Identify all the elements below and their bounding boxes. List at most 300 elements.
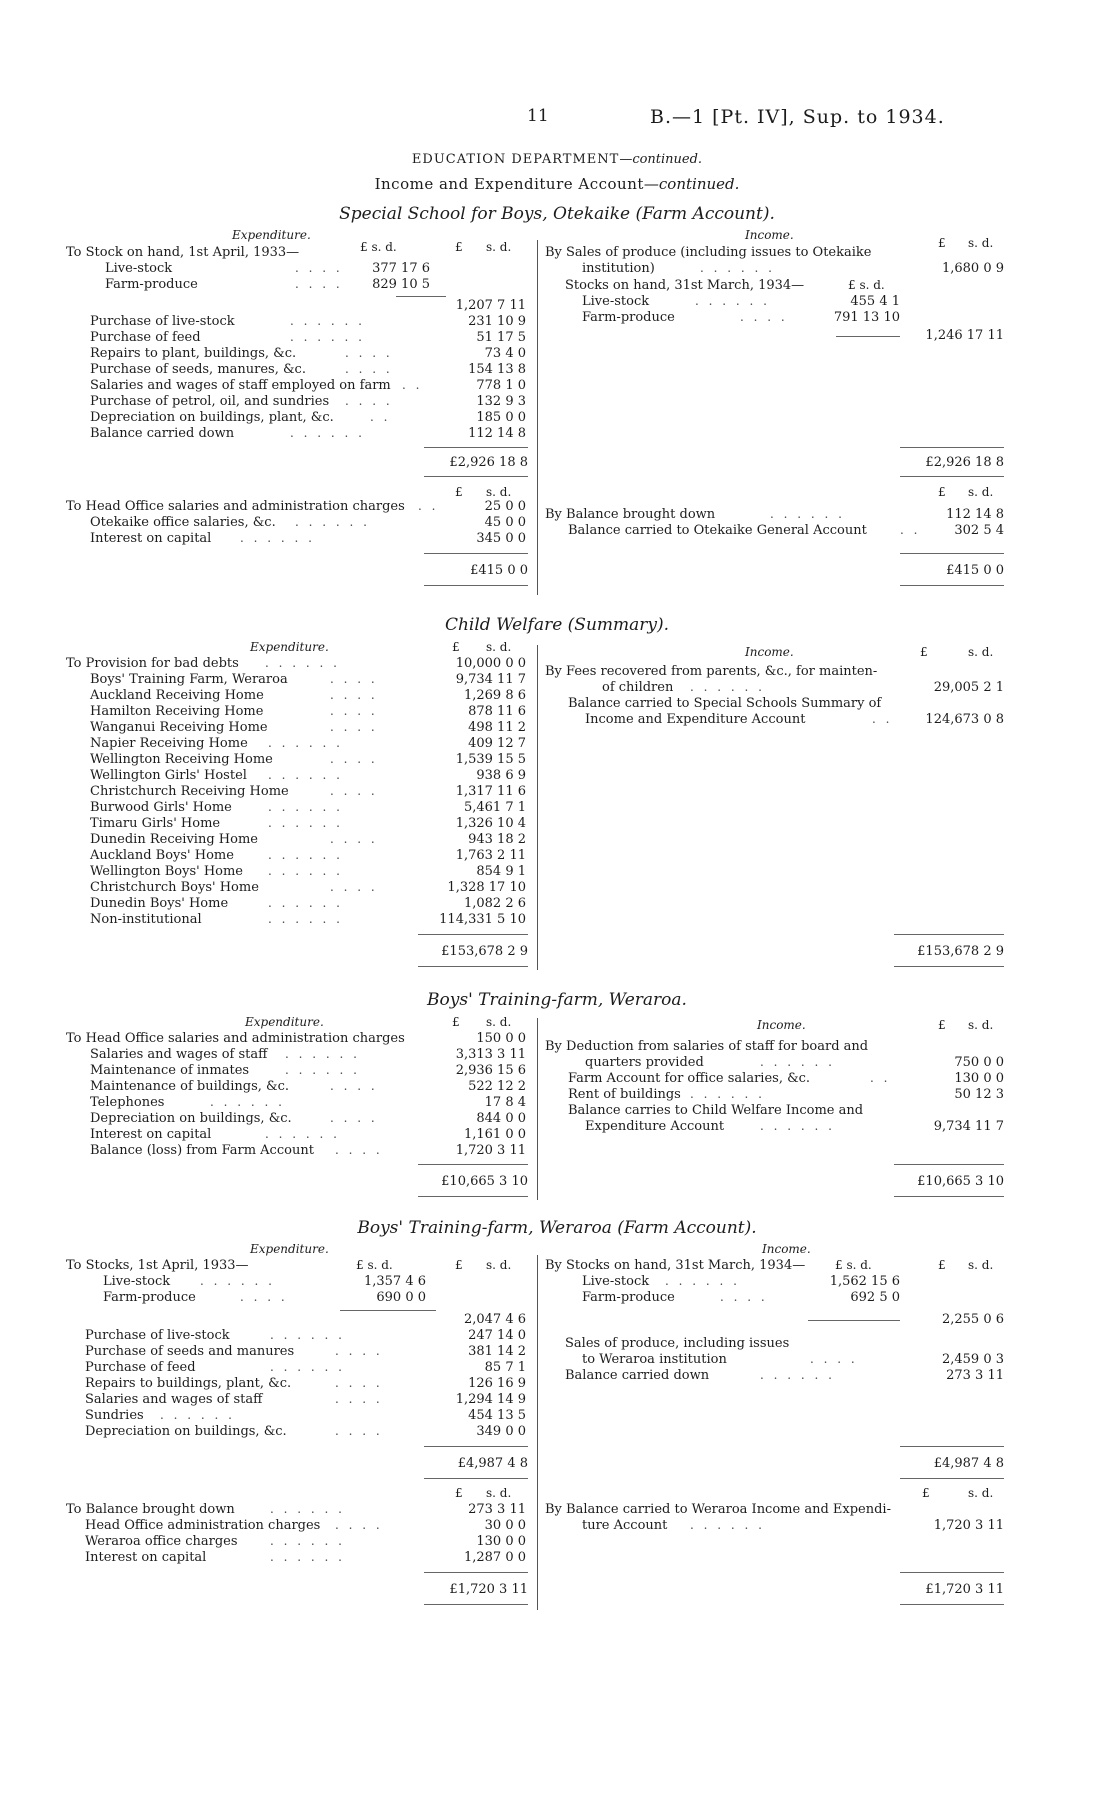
currency-heading: s. d. — [486, 240, 512, 254]
leader-dots: . . . . . . — [268, 736, 343, 750]
leader-dots: . . . . . . — [268, 800, 343, 814]
ledger-line: Stocks on hand, 31st March, 1934— — [565, 278, 805, 293]
leader-dots: . . . . . . — [270, 1534, 345, 1548]
leader-dots: . . . . . . — [690, 1087, 765, 1101]
amount: 30 0 0 — [484, 1518, 526, 1533]
amount: 2,047 4 6 — [463, 1312, 526, 1327]
amount: 51 17 5 — [476, 330, 526, 345]
amount: 2,255 0 6 — [941, 1312, 1004, 1327]
ledger-line: Christchurch Receiving Home — [90, 784, 289, 799]
ledger-line: institution) — [582, 261, 655, 276]
leader-dots: . . . . — [335, 1392, 383, 1406]
amount: 943 18 2 — [468, 832, 526, 847]
income-heading: Income. — [762, 1242, 811, 1256]
page-number: 11 — [527, 106, 549, 126]
amount: 750 0 0 — [954, 1055, 1004, 1070]
currency-heading: £ — [452, 1015, 460, 1029]
page-header — [0, 106, 1114, 128]
ledger-line: By Sales of produce (including issues to Otekaike — [545, 245, 872, 260]
total-amount: £415 0 0 — [946, 563, 1004, 578]
currency-heading: £ — [455, 240, 463, 254]
leader-dots: . . . . . . — [285, 1047, 360, 1061]
ledger-line: Interest on capital — [90, 531, 212, 546]
currency-heading: £ — [938, 236, 946, 250]
ledger-line: Wanganui Receiving Home — [90, 720, 268, 735]
leader-dots: . . . . . . — [268, 896, 343, 910]
amount: 29,005 2 1 — [933, 680, 1004, 695]
amount: 45 0 0 — [484, 515, 526, 530]
sub-amount: 791 13 10 — [833, 310, 900, 325]
leader-dots: . . . . . . — [265, 1127, 340, 1141]
total-rule — [418, 1164, 528, 1165]
ledger-line: ture Account — [582, 1518, 668, 1533]
ledger-line: Salaries and wages of staff — [85, 1392, 263, 1407]
amount: 25 0 0 — [484, 499, 526, 514]
total-rule — [894, 934, 1004, 935]
sub-amount: 829 10 5 — [372, 277, 430, 292]
ledger-line: Sundries — [85, 1408, 144, 1423]
ledger-line: To Stocks, 1st April, 1933— — [66, 1258, 249, 1273]
currency-heading: s. d. — [968, 1258, 994, 1272]
leader-dots: . . . . — [335, 1518, 383, 1532]
amount: 349 0 0 — [476, 1424, 526, 1439]
ledger-line: Sales of produce, including issues — [565, 1336, 790, 1351]
amount: 1,763 2 11 — [455, 848, 526, 863]
amount: 938 6 9 — [476, 768, 526, 783]
income-heading: Income. — [757, 1018, 806, 1032]
total-rule — [900, 553, 1004, 554]
total-amount: £415 0 0 — [470, 563, 528, 578]
leader-dots: . . . . . . — [295, 515, 370, 529]
amount: 124,673 0 8 — [925, 712, 1004, 727]
currency-heading: £ — [452, 640, 460, 654]
total-rule — [424, 585, 528, 586]
leader-dots: . . . . . . — [270, 1550, 345, 1564]
total-rule — [424, 447, 528, 448]
total-rule — [900, 1478, 1004, 1479]
ledger-line: Repairs to buildings, plant, &c. — [85, 1376, 292, 1391]
total-rule — [424, 1604, 528, 1605]
leader-dots: . . . . . . — [268, 912, 343, 926]
page-reference: B.—1 [Pt. IV], Sup. to 1934. — [650, 106, 945, 128]
column-divider — [537, 1018, 538, 1200]
ledger-line: Farm-produce — [103, 1290, 196, 1305]
ledger-line: Balance carries to Child Welfare Income and — [568, 1103, 864, 1118]
total-amount: £2,926 18 8 — [449, 455, 528, 470]
ledger-line: Live-stock — [103, 1274, 171, 1289]
leader-dots: . . . . — [335, 1376, 383, 1390]
leader-dots: . . . . — [810, 1352, 858, 1366]
ledger-line: By Balance carried to Weraroa Income and Expendi- — [545, 1502, 891, 1517]
leader-dots: . . . . — [345, 394, 393, 408]
total-rule — [894, 1164, 1004, 1165]
amount: 112 14 8 — [946, 507, 1004, 522]
amount: 10,000 0 0 — [455, 656, 526, 671]
currency-heading: s. d. — [968, 236, 994, 250]
ledger-line: Depreciation on buildings, plant, &c. — [90, 410, 334, 425]
total-amount: £1,720 3 11 — [449, 1582, 528, 1597]
currency-heading: £ — [920, 645, 928, 659]
leader-dots: . . . . . . — [160, 1408, 235, 1422]
leader-dots: . . . . — [720, 1290, 768, 1304]
ledger-line: To Provision for bad debts — [66, 656, 239, 671]
amount: 126 16 9 — [468, 1376, 526, 1391]
currency-heading: £ — [922, 1486, 930, 1500]
total-rule — [418, 934, 528, 935]
ledger-line: of children — [602, 680, 674, 695]
section-title: Boys' Training-farm, Weraroa (Farm Account). — [357, 1218, 757, 1238]
ledger-line: Balance carried to Otekaike General Account — [568, 523, 867, 538]
amount: 778 1 0 — [476, 378, 526, 393]
currency-heading: s. d. — [486, 1486, 512, 1500]
ledger-line: Live-stock — [105, 261, 173, 276]
leader-dots: . . . . — [295, 277, 343, 291]
currency-heading: £ — [938, 1018, 946, 1032]
leader-dots: . . . . . . — [290, 330, 365, 344]
leader-dots: . . . . . . — [290, 314, 365, 328]
amount: 2,936 15 6 — [455, 1063, 526, 1078]
section-title: Boys' Training-farm, Weraroa. — [427, 990, 687, 1010]
currency-heading: s. d. — [486, 485, 512, 499]
column-divider — [537, 1255, 538, 1610]
ledger-line: Telephones — [90, 1095, 165, 1110]
leader-dots: . . . . . . — [268, 864, 343, 878]
ledger-line: Maintenance of buildings, &c. — [90, 1079, 289, 1094]
ledger-line: To Stock on hand, 1st April, 1933— — [66, 245, 300, 260]
ledger-line: Farm Account for office salaries, &c. — [568, 1071, 811, 1086]
amount: 50 12 3 — [954, 1087, 1004, 1102]
amount: 1,539 15 5 — [455, 752, 526, 767]
ledger-line: Dunedin Receiving Home — [90, 832, 258, 847]
total-rule — [424, 476, 528, 477]
total-rule — [894, 1196, 1004, 1197]
total-amount: £4,987 4 8 — [457, 1456, 528, 1471]
currency-heading: £ — [455, 485, 463, 499]
ledger-line: Depreciation on buildings, &c. — [90, 1111, 292, 1126]
sub-amount: 377 17 6 — [372, 261, 430, 276]
ledger-line: Wellington Receiving Home — [90, 752, 273, 767]
ledger-line: Maintenance of inmates — [90, 1063, 250, 1078]
leader-dots: . . . . . . — [270, 1502, 345, 1516]
leader-dots: . . — [900, 523, 921, 537]
leader-dots: . . . . . . — [268, 768, 343, 782]
ledger-line: Burwood Girls' Home — [90, 800, 232, 815]
amount: 114,331 5 10 — [439, 912, 526, 927]
ledger-line: Weraroa office charges — [85, 1534, 238, 1549]
amount: 345 0 0 — [476, 531, 526, 546]
leader-dots: . . . . . . — [760, 1119, 835, 1133]
ledger-line: Wellington Boys' Home — [90, 864, 244, 879]
total-rule — [424, 1478, 528, 1479]
currency-heading: s. d. — [968, 645, 994, 659]
leader-dots: . . . . . . — [268, 848, 343, 862]
leader-dots: . . . . . . — [760, 1368, 835, 1382]
amount: 844 0 0 — [476, 1111, 526, 1126]
leader-dots: . . . . . . — [665, 1274, 740, 1288]
leader-dots: . . . . — [330, 1079, 378, 1093]
leader-dots: . . . . . . — [268, 816, 343, 830]
total-amount: £1,720 3 11 — [925, 1582, 1004, 1597]
leader-dots: . . — [872, 712, 893, 726]
amount: 85 7 1 — [484, 1360, 526, 1375]
leader-dots: . . . . — [345, 346, 393, 360]
ledger-line: Christchurch Boys' Home — [90, 880, 259, 895]
total-rule — [900, 447, 1004, 448]
leader-dots: . . . . . . — [240, 531, 315, 545]
amount: 231 10 9 — [468, 314, 526, 329]
ledger-line: Purchase of seeds and manures — [85, 1344, 295, 1359]
leader-dots: . . . . . . — [290, 426, 365, 440]
leader-dots: . . . . — [740, 310, 788, 324]
leader-dots: . . . . . . — [210, 1095, 285, 1109]
leader-dots: . . . . — [335, 1143, 383, 1157]
leader-dots: . . . . . . — [200, 1274, 275, 1288]
amount: 1,287 0 0 — [463, 1550, 526, 1565]
amount: 302 5 4 — [954, 523, 1004, 538]
ledger-line: to Weraroa institution — [582, 1352, 727, 1367]
ledger-line: To Head Office salaries and administration charges — [66, 1031, 405, 1046]
total-rule — [424, 553, 528, 554]
leader-dots: . . . . — [330, 720, 378, 734]
ledger-line: Purchase of petrol, oil, and sundries — [90, 394, 330, 409]
currency-heading: s. d. — [968, 1486, 994, 1500]
leader-dots: . . . . — [330, 704, 378, 718]
column-divider — [537, 645, 538, 970]
sub-amount: 1,562 15 6 — [829, 1274, 900, 1289]
ledger-line: Auckland Receiving Home — [90, 688, 264, 703]
expenditure-heading: Expenditure. — [250, 640, 329, 654]
amount: 1,328 17 10 — [447, 880, 526, 895]
total-rule — [894, 966, 1004, 967]
amount: 522 12 2 — [468, 1079, 526, 1094]
amount: 150 0 0 — [476, 1031, 526, 1046]
income-heading: Income. — [745, 645, 794, 659]
department-heading: EDUCATION DEPARTMENT—continued. — [411, 152, 703, 167]
sub-amount: 690 0 0 — [376, 1290, 426, 1305]
amount: 9,734 11 7 — [933, 1119, 1004, 1134]
amount: 130 0 0 — [476, 1534, 526, 1549]
ledger-line: Purchase of feed — [85, 1360, 196, 1375]
leader-dots: . . — [402, 378, 423, 392]
ledger-line: Salaries and wages of staff employed on farm — [90, 378, 391, 393]
leader-dots: . . . . — [330, 672, 378, 686]
amount: 409 12 7 — [468, 736, 526, 751]
subtotal-rule — [396, 296, 446, 297]
leader-dots: . . . . . . — [700, 261, 775, 275]
leader-dots: . . . . . . — [770, 507, 845, 521]
total-amount: £153,678 2 9 — [441, 944, 528, 959]
ledger-line: Balance carried down — [565, 1368, 710, 1383]
ledger-line: Live-stock — [582, 294, 650, 309]
ledger-line: Rent of buildings — [568, 1087, 681, 1102]
ledger-line: Interest on capital — [90, 1127, 212, 1142]
leader-dots: . . . . . . — [690, 1518, 765, 1532]
subtotal-rule — [340, 1310, 436, 1311]
ledger-line: Farm-produce — [582, 310, 675, 325]
amount: 1,207 7 11 — [455, 298, 526, 313]
leader-dots: . . — [418, 499, 439, 513]
leader-dots: . . . . — [295, 261, 343, 275]
amount: 9,734 11 7 — [455, 672, 526, 687]
total-amount: £4,987 4 8 — [933, 1456, 1004, 1471]
ledger-line: Non-institutional — [90, 912, 202, 927]
ledger-line: Repairs to plant, buildings, &c. — [90, 346, 297, 361]
leader-dots: . . . . — [335, 1424, 383, 1438]
leader-dots: . . . . — [330, 1111, 378, 1125]
total-rule — [424, 1446, 528, 1447]
leader-dots: . . . . — [240, 1290, 288, 1304]
ledger-line: Farm-produce — [582, 1290, 675, 1305]
currency-heading: £ — [455, 1486, 463, 1500]
amount: 185 0 0 — [476, 410, 526, 425]
ledger-line: Wellington Girls' Hostel — [90, 768, 247, 783]
ledger-line: Interest on capital — [85, 1550, 207, 1565]
ledger-line: Balance carried to Special Schools Summary of — [568, 696, 882, 711]
total-rule — [900, 1604, 1004, 1605]
leader-dots: . . . . . . — [270, 1328, 345, 1342]
leader-dots: . . . . . . — [695, 294, 770, 308]
amount: 381 14 2 — [468, 1344, 526, 1359]
amount: 1,161 0 0 — [463, 1127, 526, 1142]
currency-heading: £ — [455, 1258, 463, 1272]
ledger-line: Balance carried down — [90, 426, 235, 441]
sub-amount: 455 4 1 — [850, 294, 900, 309]
currency-heading: s. d. — [486, 1258, 512, 1272]
ledger-line: Depreciation on buildings, &c. — [85, 1424, 287, 1439]
leader-dots: . . . . . . — [285, 1063, 360, 1077]
total-rule — [424, 1572, 528, 1573]
section-title: Child Welfare (Summary). — [444, 615, 670, 635]
ledger-line: Head Office administration charges — [85, 1518, 321, 1533]
amount: 1,269 8 6 — [463, 688, 526, 703]
amount: 878 11 6 — [468, 704, 526, 719]
expenditure-heading: Expenditure. — [245, 1015, 324, 1029]
amount: 854 9 1 — [476, 864, 526, 879]
leader-dots: . . — [870, 1071, 891, 1085]
ledger-line: To Head Office salaries and administration charges — [66, 499, 405, 514]
ledger-line: Purchase of live-stock — [85, 1328, 230, 1343]
ledger-line: Napier Receiving Home — [90, 736, 248, 751]
amount: 273 3 11 — [468, 1502, 526, 1517]
ledger-line: Live-stock — [582, 1274, 650, 1289]
ledger-line: Dunedin Boys' Home — [90, 896, 229, 911]
amount: 247 14 0 — [468, 1328, 526, 1343]
sub-amount: 692 5 0 — [850, 1290, 900, 1305]
amount: 454 13 5 — [468, 1408, 526, 1423]
leader-dots: . . . . . . — [270, 1360, 345, 1374]
ledger-line: Salaries and wages of staff — [90, 1047, 268, 1062]
currency-heading: £ — [938, 1258, 946, 1272]
amount: 1,720 3 11 — [933, 1518, 1004, 1533]
leader-dots: . . — [370, 410, 391, 424]
ledger-line: Timaru Girls' Home — [90, 816, 221, 831]
currency-heading: s. d. — [968, 1018, 994, 1032]
amount: 273 3 11 — [946, 1368, 1004, 1383]
total-rule — [418, 1196, 528, 1197]
amount: 132 9 3 — [476, 394, 526, 409]
total-rule — [900, 585, 1004, 586]
ledger-line: By Balance brought down — [545, 507, 716, 522]
amount: 130 0 0 — [954, 1071, 1004, 1086]
total-amount: £10,665 3 10 — [441, 1174, 528, 1189]
amount: 1,294 14 9 — [455, 1392, 526, 1407]
currency-heading: s. d. — [968, 485, 994, 499]
leader-dots: . . . . — [330, 832, 378, 846]
amount: 1,082 2 6 — [463, 896, 526, 911]
ledger-line: Auckland Boys' Home — [90, 848, 234, 863]
amount: 1,720 3 11 — [455, 1143, 526, 1158]
ledger-line: Hamilton Receiving Home — [90, 704, 264, 719]
leader-dots: . . . . — [330, 784, 378, 798]
ledger-line: quarters provided — [585, 1055, 704, 1070]
income-heading: Income. — [745, 228, 794, 242]
total-rule — [900, 1572, 1004, 1573]
total-rule — [900, 1446, 1004, 1447]
amount: 3,313 3 11 — [455, 1047, 526, 1062]
ledger-line: Balance (loss) from Farm Account — [90, 1143, 314, 1158]
ledger-line: Purchase of seeds, manures, &c. — [90, 362, 306, 377]
section-title: Special School for Boys, Otekaike (Farm Account). — [339, 204, 775, 224]
currency-heading: s. d. — [486, 640, 512, 654]
amount: 1,246 17 11 — [925, 328, 1004, 343]
ledger-line: By Fees recovered from parents, &c., for mainten- — [545, 664, 878, 679]
ledger-line: Income and Expenditure Account — [585, 712, 806, 727]
leader-dots: . . . . . . — [690, 680, 765, 694]
expenditure-heading: Expenditure. — [232, 228, 311, 242]
amount: 1,680 0 9 — [941, 261, 1004, 276]
leader-dots: . . . . — [330, 688, 378, 702]
ledger-line: Boys' Training Farm, Weraroa — [90, 672, 288, 687]
leader-dots: . . . . . . — [265, 656, 340, 670]
amount: 1,317 11 6 — [455, 784, 526, 799]
account-heading: Income and Expenditure Account—continued. — [374, 175, 740, 193]
ledger-line: By Stocks on hand, 31st March, 1934— — [545, 1258, 806, 1273]
currency-heading: £ s. d. — [360, 240, 397, 254]
column-divider — [537, 240, 538, 595]
amount: 73 4 0 — [484, 346, 526, 361]
amount: 5,461 7 1 — [463, 800, 526, 815]
ledger-line: Otekaike office salaries, &c. — [90, 515, 276, 530]
expenditure-heading: Expenditure. — [250, 1242, 329, 1256]
currency-heading: £ — [938, 485, 946, 499]
amount: 154 13 8 — [468, 362, 526, 377]
leader-dots: . . . . — [335, 1344, 383, 1358]
leader-dots: . . . . — [345, 362, 393, 376]
ledger-line: Farm-produce — [105, 277, 198, 292]
amount: 17 8 4 — [484, 1095, 526, 1110]
ledger-line: To Balance brought down — [66, 1502, 235, 1517]
total-rule — [418, 966, 528, 967]
currency-heading: £ s. d. — [835, 1258, 872, 1272]
ledger-line: By Deduction from salaries of staff for board and — [545, 1039, 869, 1054]
total-amount: £153,678 2 9 — [917, 944, 1004, 959]
leader-dots: . . . . . . — [760, 1055, 835, 1069]
amount: 1,326 10 4 — [455, 816, 526, 831]
amount: 498 11 2 — [468, 720, 526, 735]
sub-amount: 1,357 4 6 — [363, 1274, 426, 1289]
currency-heading: s. d. — [486, 1015, 512, 1029]
total-amount: £10,665 3 10 — [917, 1174, 1004, 1189]
currency-heading: £ s. d. — [848, 278, 885, 292]
total-rule — [900, 476, 1004, 477]
ledger-line: Purchase of live-stock — [90, 314, 235, 329]
leader-dots: . . . . — [330, 752, 378, 766]
ledger-line: Purchase of feed — [90, 330, 201, 345]
leader-dots: . . . . — [330, 880, 378, 894]
ledger-line: Expenditure Account — [585, 1119, 725, 1134]
currency-heading: £ s. d. — [356, 1258, 393, 1272]
amount: 2,459 0 3 — [941, 1352, 1004, 1367]
